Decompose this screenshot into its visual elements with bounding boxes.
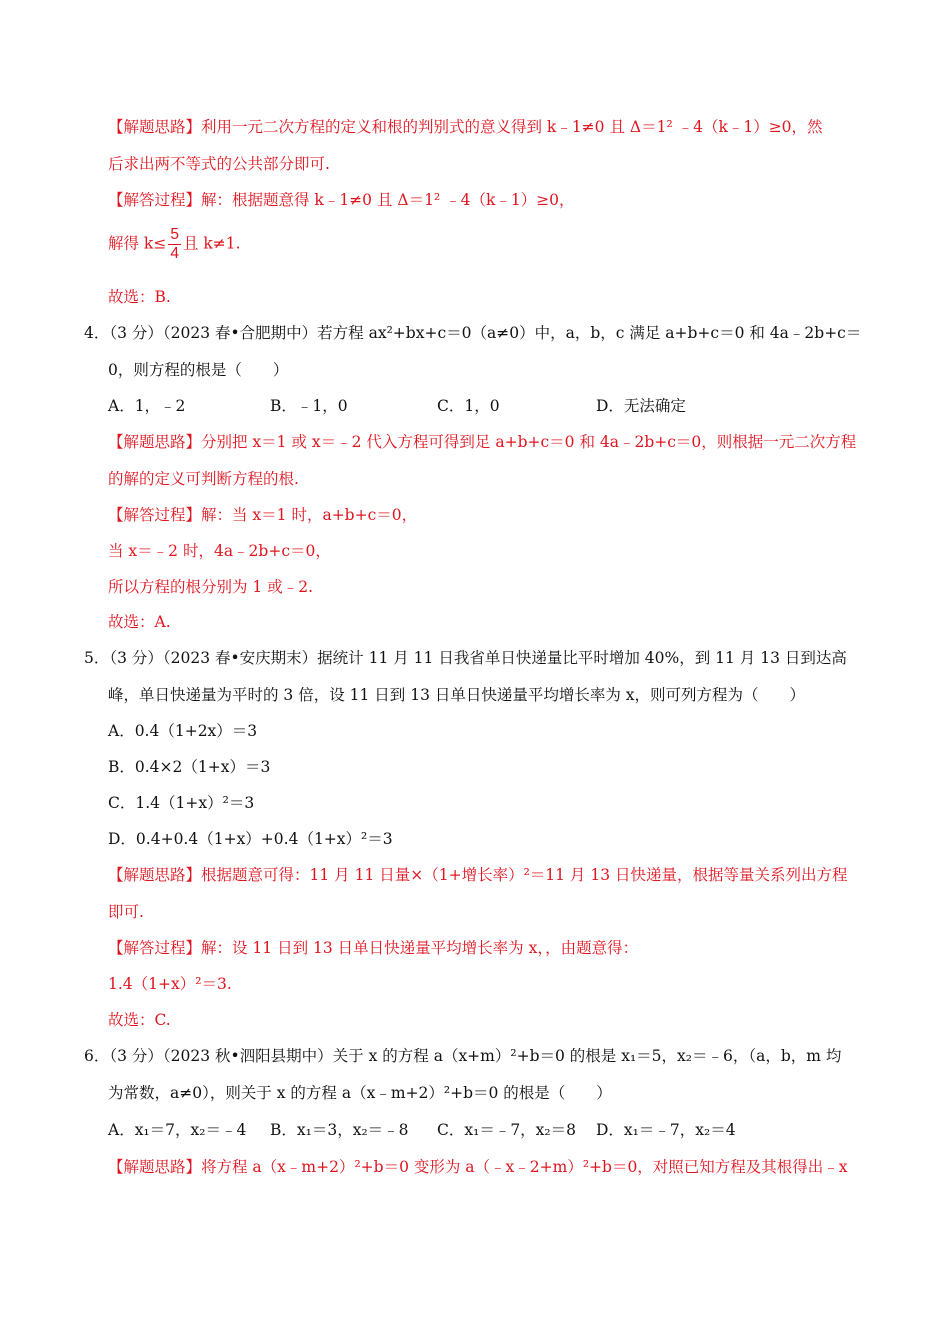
q6-option-d: D．x₁＝﹣7，x₂＝4 — [596, 1121, 736, 1139]
q4-option-d: D．无法确定 — [596, 397, 686, 415]
q6-stem-text: （3 分）（2023 秋•泗阳县期中）关于 x 的方程 a（x+m）²+b＝0 的根是 x₁＝5，x₂＝﹣6，（a，b，m 均 — [109, 1047, 842, 1065]
q5-analysis-line-1: 【解题思路】根据题意可得：11 月 11 日量×（1+增长率）²＝11 月 13 日快递量，根据等量关系列出方程 — [108, 866, 848, 884]
q5-stem-line-1 — [84, 647, 847, 669]
q5-analysis-line-2: 即可. — [108, 903, 144, 921]
q5-stem-line-2: 峰，单日快递量为平时的 3 倍，设 11 日到 13 日单日快递量平均增长率为 x，则可列方程为（ ） — [108, 686, 806, 704]
q3-process-prefix: 解得 k≤ — [108, 234, 167, 253]
q4-number: 4． — [84, 324, 110, 342]
q4-option-c: C．1，0 — [437, 397, 500, 415]
q6-option-b: B．x₁＝3，x₂＝﹣8 — [270, 1121, 409, 1139]
q4-process-line-3: 所以方程的根分别为 1 或﹣2. — [108, 578, 314, 596]
q5-process-line-2: 1.4（1+x）²＝3. — [108, 975, 232, 993]
q4-stem-line-2: 0，则方程的根是（ ） — [108, 361, 289, 379]
q3-answer: 故选：B. — [108, 288, 171, 306]
q3-process-suffix: 且 k≠1. — [182, 234, 241, 253]
fraction-numerator: 5 — [170, 226, 179, 243]
q5-option-c: C．1.4（1+x）²＝3 — [108, 794, 255, 812]
q6-stem-line-1 — [84, 1045, 841, 1067]
q4-analysis-line-1: 【解题思路】分别把 x＝1 或 x＝﹣2 代入方程可得到足 a+b+c＝0 和 4a﹣2b+c＝0，则根据一元二次方程 — [108, 433, 857, 451]
q4-process-line-2: 当 x＝﹣2 时，4a﹣2b+c＝0， — [108, 542, 331, 560]
q6-stem-line-2: 为常数，a≠0），则关于 x 的方程 a（x﹣m+2）²+b＝0 的根是（ ） — [108, 1084, 612, 1102]
q3-process-line-1: 【解答过程】解：根据题意得 k﹣1≠0 且 Δ＝1² ﹣4（k﹣1）≥0， — [108, 191, 575, 209]
q5-answer: 故选：C. — [108, 1011, 171, 1029]
fraction-denominator: 4 — [170, 245, 179, 262]
q5-stem-text: （3 分）（2023 春•安庆期末）据统计 11 月 11 日我省单日快递量比平时增加 40%，到 11 月 13 日到达高 — [109, 649, 847, 667]
q6-option-c: C．x₁＝﹣7，x₂＝8 — [437, 1121, 576, 1139]
q3-analysis-line-1: 【解题思路】利用一元二次方程的定义和根的判别式的意义得到 k﹣1≠0 且 Δ＝1² ﹣4（k﹣1）≥0，然 — [108, 118, 823, 136]
q6-analysis-line-1: 【解题思路】将方程 a（x﹣m+2）²+b＝0 变形为 a（﹣x﹣2+m）²+b＝0，对照已知方程及其根得出﹣x — [108, 1158, 848, 1176]
q3-process-line-2 — [108, 226, 241, 263]
q4-option-b: B．﹣1，0 — [270, 397, 348, 415]
q5-process-line-1: 【解答过程】解：设 11 日到 13 日单日快递量平均增长率为 x，，由题意得： — [108, 939, 639, 957]
q5-option-d: D．0.4+0.4（1+x）+0.4（1+x）²＝3 — [108, 830, 393, 848]
q6-option-a: A．x₁＝7，x₂＝﹣4 — [108, 1121, 247, 1139]
q4-option-a: A．1，﹣2 — [108, 397, 186, 415]
q4-stem-text: （3 分）（2023 春•合肥期中）若方程 ax²+bx+c＝0（a≠0）中，a，b，c 满足 a+b+c＝0 和 4a﹣2b+c＝ — [109, 324, 862, 342]
q4-process-line-1: 【解答过程】解：当 x＝1 时，a+b+c＝0， — [108, 506, 418, 524]
q5-option-a: A．0.4（1+2x）＝3 — [108, 722, 258, 740]
fraction-5-over-4 — [168, 226, 181, 263]
q6-number: 6． — [84, 1047, 110, 1065]
q5-number: 5． — [84, 649, 110, 667]
q5-option-b: B．0.4×2（1+x）＝3 — [108, 758, 271, 776]
q4-answer: 故选：A. — [108, 613, 171, 631]
q4-analysis-line-2: 的解的定义可判断方程的根. — [108, 470, 299, 488]
q4-stem-line-1 — [84, 322, 861, 344]
q3-analysis-line-2: 后求出两不等式的公共部分即可. — [108, 155, 330, 173]
